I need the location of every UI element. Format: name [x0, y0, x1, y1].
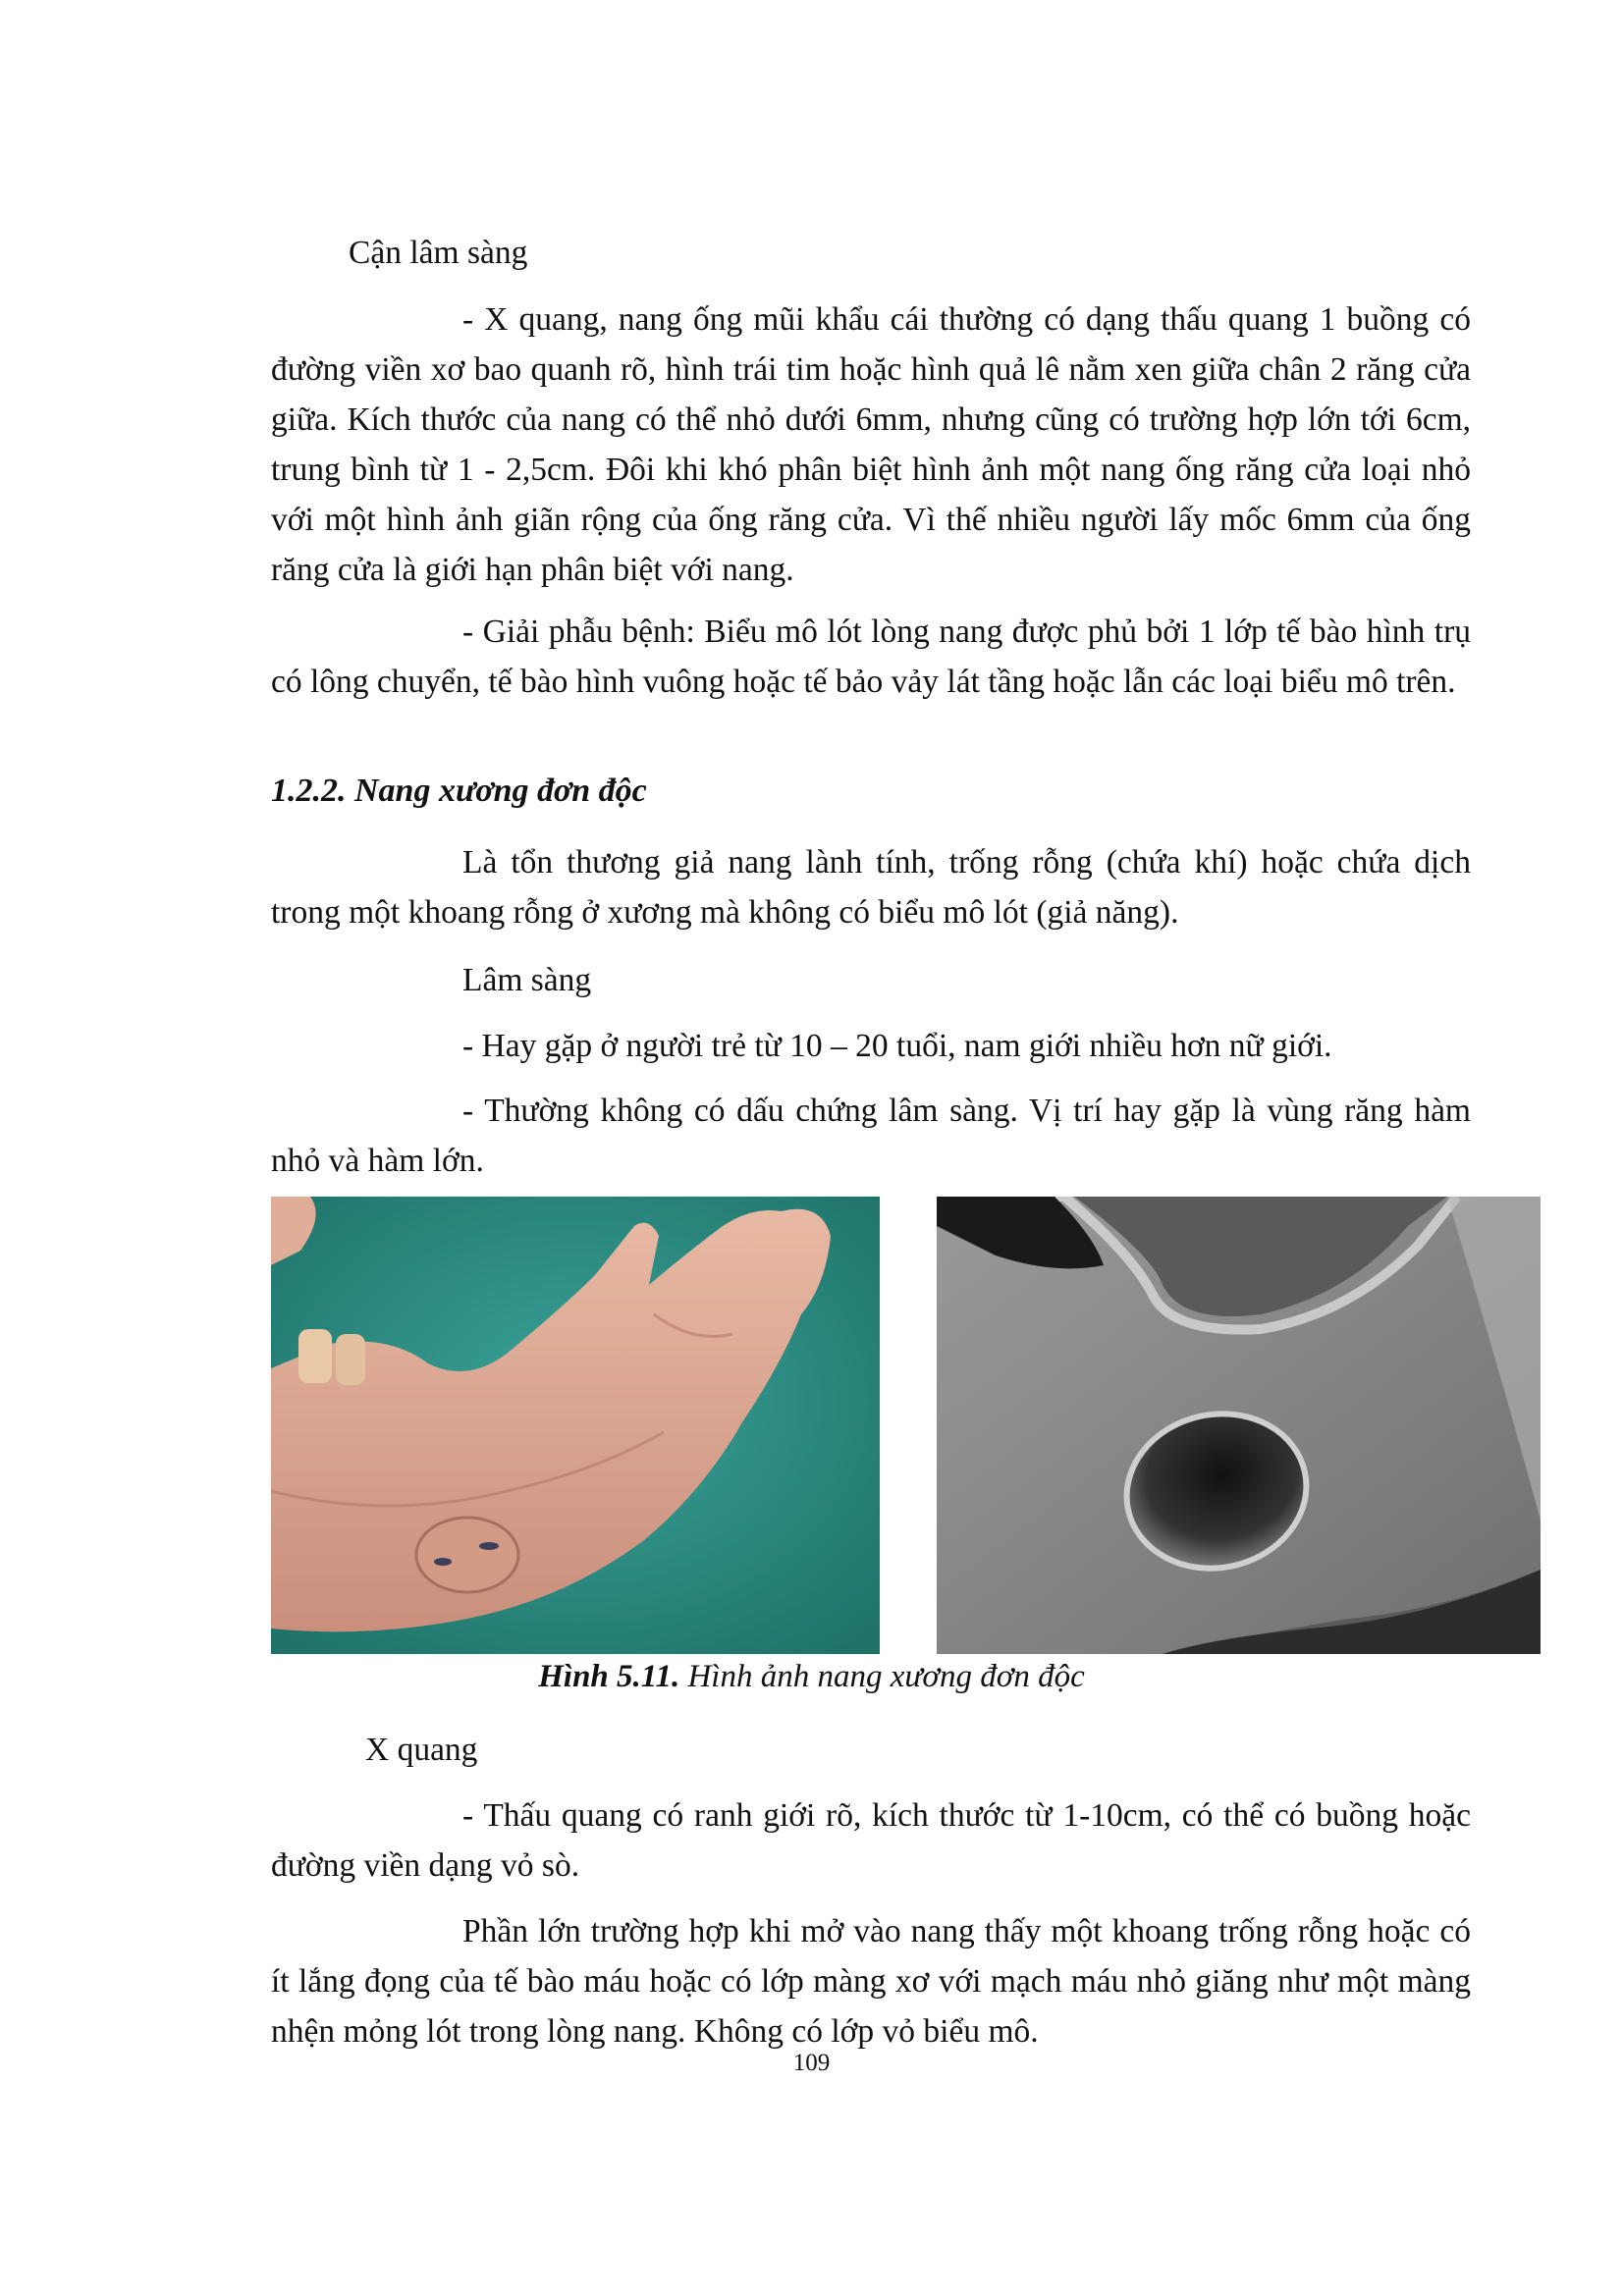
- figure-mandible-photo: [271, 1197, 880, 1654]
- paragraph-age: - Hay gặp ở người trẻ từ 10 – 20 tuổi, nam giới nhiều hơn nữ giới.: [462, 1028, 1332, 1064]
- paragraph-findings: Phần lớn trường hợp khi mở vào nang thấy một khoang trống rỗng hoặc có ít lắng đọng của tế bào máu hoặc có lớp màng xơ với mạch máu nhỏ giăng như một màng nhện mỏng lót trong lòng nang. Không có lớp vỏ biểu mô.: [271, 1913, 1471, 2050]
- paragraph-giai-phau-benh: - Giải phẫu bệnh: Biểu mô lót lòng nang được phủ bởi 1 lớp tế bào hình trụ có lông chuyển, tế bào hình vuông hoặc tế bảo vảy lát tầng hoặc lẫn các loại biểu mô trên.: [271, 614, 1471, 700]
- paragraph-xquang-1: - X quang, nang ống mũi khẩu cái thường có dạng thấu quang 1 buồng có đường viền xơ bao quanh rõ, hình trái tim hoặc hình quả lê nằm xen giữa chân 2 răng cửa giữa. Kích thước của nang có thể nhỏ dưới 6mm, nhưng cũng có trường hợp lớn tới 6cm, trung bình từ 1 - 2,5cm. Đôi khi khó phân biệt hình ảnh một nang ống răng cửa loại nhỏ với một hình ảnh giãn rộng của ống răng cửa. Vì thế nhiều người lấy mốc 6mm của ống răng cửa là giới hạn phân biệt với nang.: [271, 301, 1471, 588]
- label-lam-sang: Lâm sàng: [462, 962, 592, 998]
- xray-radiograph-image: [937, 1197, 1541, 1654]
- paragraph-definition: Là tổn thương giả nang lành tính, trống rỗng (chứa khí) hoặc chứa dịch trong một khoang rỗng ở xương mà không có biểu mô lót (giả năng).: [271, 844, 1471, 931]
- caption-text: Hình ảnh nang xương đơn độc: [679, 1659, 1085, 1694]
- page-number: 109: [792, 2050, 831, 2076]
- label-x-quang: X quang: [365, 1732, 478, 1768]
- caption-label: Hình 5.11.: [538, 1659, 680, 1694]
- figure-caption: [0, 1659, 1623, 1695]
- mandible-photo-image: [271, 1197, 880, 1654]
- heading-nang-xuong-don-doc: 1.2.2. Nang xương đơn độc: [271, 773, 647, 809]
- section-heading-can-lam-sang: Cận lâm sàng: [349, 235, 528, 271]
- figure-xray-image: [937, 1197, 1541, 1654]
- paragraph-xquang-2: - Thấu quang có ranh giới rõ, kích thước từ 1-10cm, có thể có buồng hoặc đường viền dạng vỏ sò.: [271, 1797, 1471, 1884]
- paragraph-symptom: - Thường không có dấu chứng lâm sàng. Vị trí hay gặp là vùng răng hàm nhỏ và hàm lớn.: [271, 1093, 1471, 1179]
